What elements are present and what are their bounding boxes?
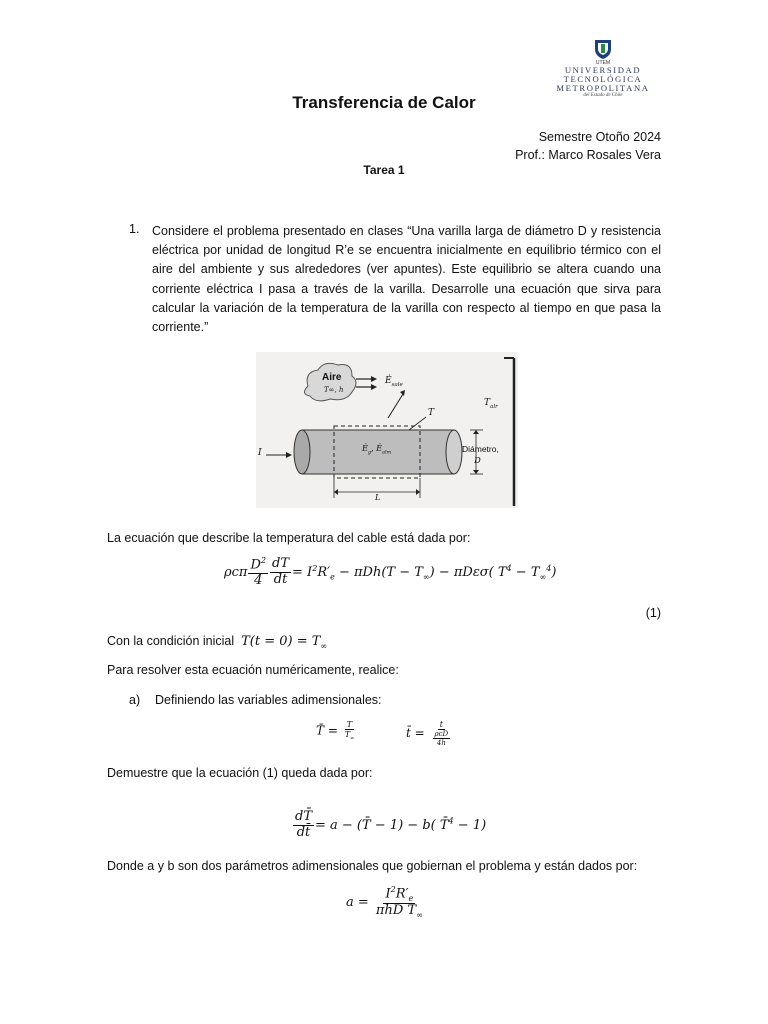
- logo-emblem: UTEM: [595, 60, 611, 66]
- dimensionless-equation: $\frac{dT̄}{dt̄}$ = a − (T̄ − 1) − b( T̄$^4$ − 1): [295, 809, 487, 840]
- initial-condition: Con la condición inicial $T(t = 0) = T_\infty$: [107, 634, 328, 651]
- item-a-text: Definiendo las variables adimensionales:: [155, 693, 382, 707]
- rod-figure: [256, 352, 518, 508]
- logo-name-1: UNIVERSIDAD: [564, 65, 642, 75]
- page-title: Transferencia de Calor: [292, 93, 476, 112]
- assignment-title: Tarea 1: [363, 163, 405, 177]
- professor: Prof.: Marco Rosales Vera: [515, 148, 661, 162]
- show-instruction: Demuestre que la ecuación (1) queda dada por:: [107, 766, 373, 780]
- equation-number: (1): [645, 606, 661, 620]
- e-out-label: $Ė_{sale}$: [385, 376, 403, 388]
- semester: Semestre Otoño 2024: [538, 130, 661, 144]
- t-air-label: $T_{alr}$: [484, 398, 498, 410]
- logo-name-2: TECNOLÓGICA: [563, 74, 643, 84]
- t-label: T: [428, 408, 435, 418]
- air-sub: T∞, h: [324, 386, 344, 394]
- t-bar-definition: T̄ = $\frac{T}{T_\infty}$: [316, 720, 355, 742]
- shield-icon: [592, 38, 614, 60]
- air-label: Aire: [322, 372, 342, 383]
- problem-number: 1.: [129, 222, 140, 236]
- equation-1: ρcπ $\frac{D^2}{4}$ $\frac{dT}{dt}$ = $I^2R'_e - \pi Dh(T - T_\infty) - \pi D\varepsilon\sigma$( $T^4 - T_\infty^4$): [224, 556, 557, 589]
- logo-name-3: METROPOLITANA: [556, 83, 650, 93]
- diameter-symbol: D: [474, 456, 481, 466]
- equation-intro: La ecuación que describe la temperatura del cable está dada por:: [107, 531, 471, 545]
- solve-instruction: Para resolver esta ecuación numéricamente, realice:: [107, 663, 399, 677]
- length-label: L: [375, 493, 381, 502]
- problem-text: Considere el problema presentado en clases “Una varilla larga de diámetro D y resistencia eléctrica por unidad de longitud R’e se encuentra inicialmente en equilibrio térmico con el aire del ambiente y sus alrededores (ver apuntes). Este equilibrio se altera cuando una corriente eléctrica I pasa a través de la varilla. Desarrolle una ecuación que sirva para calcular la variación de la temperatura de la varilla con respecto al tiempo en que pasa la corriente.”: [152, 224, 661, 335]
- diameter-label: Diámetro,: [462, 444, 499, 454]
- t-tilde-definition: t̄ = $\frac{t}{\frac{\text{ρcD}}{4h}}$: [406, 720, 449, 748]
- current-label: I: [258, 448, 262, 458]
- parameters-text: Donde a y b son dos parámetros adimensionales que gobiernan el problema y están dados por:: [107, 859, 638, 873]
- a-definition: a = $\frac{I^2R'_e}{\pi hD T_\infty}$: [346, 885, 423, 920]
- item-a-label: a): [129, 693, 141, 707]
- logo-tagline: del Estado de Chile: [583, 93, 623, 98]
- energy-label: $Ė_g$, $Ė_{alm}$: [362, 444, 392, 456]
